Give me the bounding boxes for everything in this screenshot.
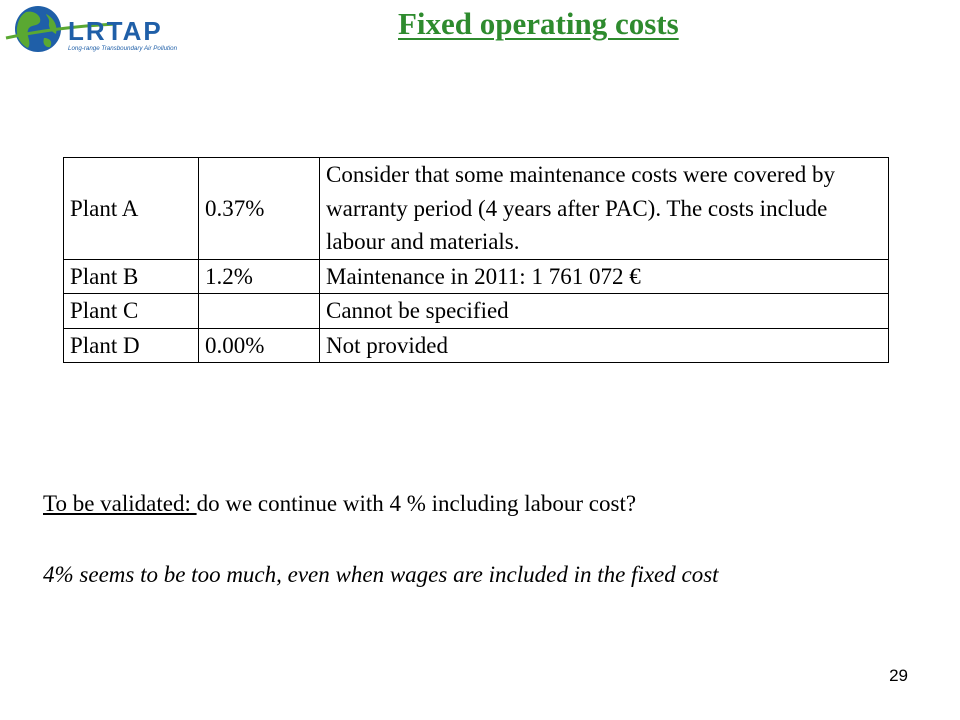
plant-name-cell: Plant C [64, 294, 199, 329]
cost-percentage-cell [199, 294, 320, 329]
fixed-costs-table [63, 157, 889, 363]
lrtap-logo [4, 2, 179, 58]
slide-title: Fixed operating costs [398, 6, 679, 41]
table-row [64, 259, 889, 294]
validation-note [43, 486, 883, 592]
validation-question [43, 486, 883, 522]
validation-question-text: do we continue with 4 % including labour cost? [196, 491, 637, 516]
comment-cell: Consider that some maintenance costs were covered by warranty period (4 years after PAC). The costs include labour and materials. [320, 158, 889, 260]
comment-cell: Not provided [320, 328, 889, 363]
table-row [64, 158, 889, 260]
validation-remark: 4% seems to be too much, even when wages are included in the fixed cost [43, 561, 719, 587]
page-number: 29 [889, 666, 908, 685]
svg-text:LRTAP: LRTAP [68, 16, 163, 46]
table-row [64, 294, 889, 329]
validation-label: To be validated: [43, 491, 197, 516]
plant-name-cell: Plant B [64, 259, 199, 294]
svg-text:Long-range Transboundary Air P: Long-range Transboundary Air Pollution [68, 45, 178, 52]
table-row [64, 328, 889, 363]
plant-name-cell: Plant A [64, 158, 199, 260]
cost-percentage-cell: 1.2% [199, 259, 320, 294]
comment-cell: Cannot be specified [320, 294, 889, 329]
cost-percentage-cell: 0.37% [199, 158, 320, 260]
cost-percentage-cell: 0.00% [199, 328, 320, 363]
comment-cell: Maintenance in 2011: 1 761 072 € [320, 259, 889, 294]
plant-name-cell: Plant D [64, 328, 199, 363]
